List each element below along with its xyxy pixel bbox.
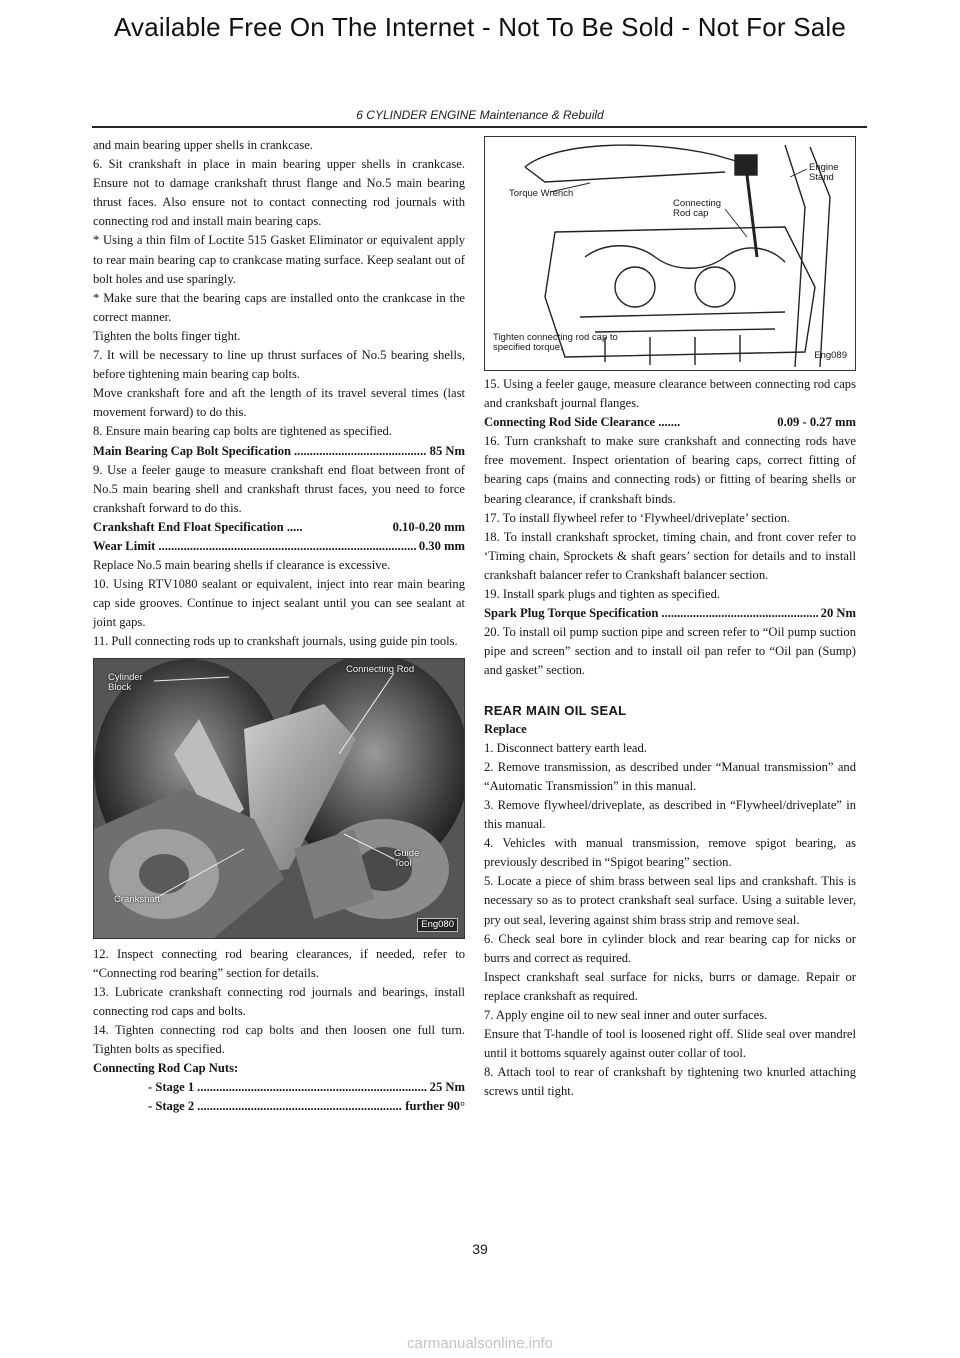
figure-torque-wrench-diagram <box>484 136 856 371</box>
left-column <box>93 136 465 1116</box>
spec-heading: Connecting Rod Cap Nuts: <box>93 1061 239 1076</box>
leader-dots <box>294 442 427 461</box>
spec-value: 85 Nm <box>429 443 465 458</box>
step: Inspect crankshaft seal surface for nicks, burrs or damage. Repair or replace crankshaft as required. <box>484 969 856 1003</box>
leader-dots <box>197 1078 427 1097</box>
paragraph: Replace No.5 main bearing shells if clearance is excessive. <box>93 558 391 573</box>
spec-stage-2 <box>93 1097 465 1116</box>
paragraph: 6. Sit crankshaft in place in main bearing upper shells in crankcase. Ensure not to damage crankshaft thrust flange and No.5 main bearing thrust faces. Also ensure not to contact connecting rod journals with connecting rod and install main bearing caps. <box>93 157 465 229</box>
paragraph: * Using a thin film of Loctite 515 Gasket Eliminator or equivalent apply to rear main bearing cap to crankcase mating surface. Keep sealant out of bolt holes and use sparingly. <box>93 233 465 286</box>
paragraph: * Make sure that the bearing caps are installed onto the crankcase in the correct manner. <box>93 290 465 324</box>
right-column <box>484 136 856 1101</box>
paragraph: 7. It will be necessary to line up thrust surfaces of No.5 bearing shells, before tightening main bearing cap bolts. <box>93 348 465 382</box>
spec-stage-1 <box>93 1078 465 1097</box>
figure-connecting-rods-photo <box>93 658 465 939</box>
step: 2. Remove transmission, as described under “Manual transmission” and “Automatic Transmission” in this manual. <box>484 759 856 793</box>
paragraph: 9. Use a feeler gauge to measure crankshaft end float between front of No.5 main bearing shell and crankshaft thrust faces, you need to force crankshaft forward to do this. <box>93 462 465 515</box>
paragraph: 20. To install oil pump suction pipe and screen refer to “Oil pump suction pipe and screen” section and to install oil pan refer to “Oil pan (Sump) and gasket” section. <box>484 625 856 678</box>
paragraph: 11. Pull connecting rods up to crankshaft journals, using guide pin tools. <box>93 634 458 649</box>
label-guide-tool: Guide Tool <box>394 847 420 869</box>
figure-code: Eng080 <box>417 918 458 932</box>
section-subtitle: Replace <box>484 721 527 736</box>
paragraph: Tighten the bolts finger tight. <box>93 328 241 343</box>
step: 4. Vehicles with manual transmission, remove spigot bearing, as previously described in “Spigot bearing” section. <box>484 836 856 870</box>
step: 6. Check seal bore in cylinder block and rear bearing cap for nicks or burrs and correct as required. <box>484 931 856 965</box>
section-title: REAR MAIN OIL SEAL <box>484 702 627 718</box>
paragraph: 15. Using a feeler gauge, measure clearance between connecting rod caps and crankshaft journal flanges. <box>484 377 856 411</box>
label-engine-stand: Engine Stand <box>809 162 839 183</box>
spec-label: Crankshaft End Float Specification ..... <box>93 519 303 534</box>
step: 1. Disconnect battery earth lead. <box>484 740 647 755</box>
figure-caption: Tighten connecting rod cap to specified torque. <box>493 332 618 353</box>
spec-value: 0.10-0.20 mm <box>392 519 465 534</box>
paragraph: 14. Tighten connecting rod cap bolts and then loosen one full turn. Tighten bolts as specified. <box>93 1022 465 1056</box>
step: Ensure that T-handle of tool is loosened right off. Slide seal over mandrel until it bottoms squarely against outer collar of tool. <box>484 1027 856 1061</box>
paragraph: 19. Install spark plugs and tighten as specified. <box>484 587 721 602</box>
figure-code: Eng089 <box>814 350 847 361</box>
page-number: 39 <box>472 1241 488 1257</box>
paragraph: 18. To install crankshaft sprocket, timing chain, and front cover refer to ‘Timing chain, Sprockets & shaft gears’ section for details and to install crankshaft balancer refer to Crankshaft balancer section. <box>484 529 856 582</box>
paragraph: and main bearing upper shells in crankcase. <box>93 138 313 152</box>
paragraph: 8. Ensure main bearing cap bolts are tightened as specified. <box>93 424 392 439</box>
paragraph: 12. Inspect connecting rod bearing clearances, if needed, refer to “Connecting rod bearing” section for details. <box>93 946 465 980</box>
label-crankshaft: Crankshaft <box>114 893 160 905</box>
spec-label: Spark Plug Torque Specification <box>484 606 659 621</box>
spec-label: - Stage 1 <box>148 1080 195 1095</box>
running-header: 6 CYLINDER ENGINE Maintenance & Rebuild <box>356 108 604 122</box>
spec-main-bearing-cap-bolt <box>93 442 465 461</box>
spec-crankshaft-end-float <box>93 518 465 537</box>
spec-label: Main Bearing Cap Bolt Specification <box>93 443 292 458</box>
spec-value: 0.09 - 0.27 mm <box>777 415 856 430</box>
paragraph: 17. To install flywheel refer to ‘Flywheel/driveplate’ section. <box>484 510 791 525</box>
leader-dots <box>158 537 415 556</box>
spec-spark-plug-torque <box>484 604 856 623</box>
step: 7. Apply engine oil to new seal inner and outer surfaces. <box>484 1008 768 1022</box>
watermark: carmanualsonline.info <box>407 1335 553 1352</box>
header-rule <box>92 126 867 128</box>
spec-connecting-rod-side-clearance <box>484 413 856 432</box>
spec-value: further 90° <box>405 1099 465 1114</box>
spec-label: - Stage 2 <box>148 1099 195 1114</box>
spec-label: Wear Limit <box>93 538 156 553</box>
spec-value: 20 Nm <box>820 606 856 621</box>
step: 3. Remove flywheel/driveplate, as described in “Flywheel/driveplate” in this manual. <box>484 797 856 832</box>
spec-label: Connecting Rod Side Clearance ....... <box>484 415 681 430</box>
spec-value: 0.30 mm <box>418 538 465 553</box>
label-torque-wrench: Torque Wrench <box>509 188 574 199</box>
leader-dots <box>661 604 817 623</box>
step: 8. Attach tool to rear of crankshaft by tightening two knurled attaching screws until tight. <box>484 1065 856 1099</box>
banner: Available Free On The Internet - Not To Be Sold - Not For Sale <box>113 12 847 42</box>
label-cylinder-block: Cylinder Block <box>108 671 143 693</box>
label-connecting-rod-cap: Connecting Rod cap <box>673 198 722 219</box>
paragraph: Move crankshaft fore and aft the length of its travel several times (last movement forward) to do this. <box>93 386 465 420</box>
leader-dots <box>197 1097 402 1116</box>
spec-value: 25 Nm <box>429 1080 465 1095</box>
label-connecting-rod: Connecting Rod <box>346 663 415 675</box>
spec-wear-limit <box>93 537 465 556</box>
paragraph: 16. Turn crankshaft to make sure crankshaft and connecting rods have free movement. Inspect orientation of bearing caps, correct fitting of bearing caps (mains and connecting rods) or fitting of bearing shells or bearing clearance, if crankshaft binds. <box>484 434 856 506</box>
step: 5. Locate a piece of shim brass between seal lips and crankshaft. This is necessary so as to protect crankshaft seal surface. Using a suitable lever, pry out seal, levering against shim brass strip and remove seal. <box>484 874 856 927</box>
paragraph: 10. Using RTV1080 sealant or equivalent, inject into rear main bearing cap side grooves. Continue to inject sealant until you can see sealant at joint gaps. <box>93 577 465 630</box>
paragraph: 13. Lubricate crankshaft connecting rod journals and bearings, install connecting rod caps and bolts. <box>93 984 465 1018</box>
